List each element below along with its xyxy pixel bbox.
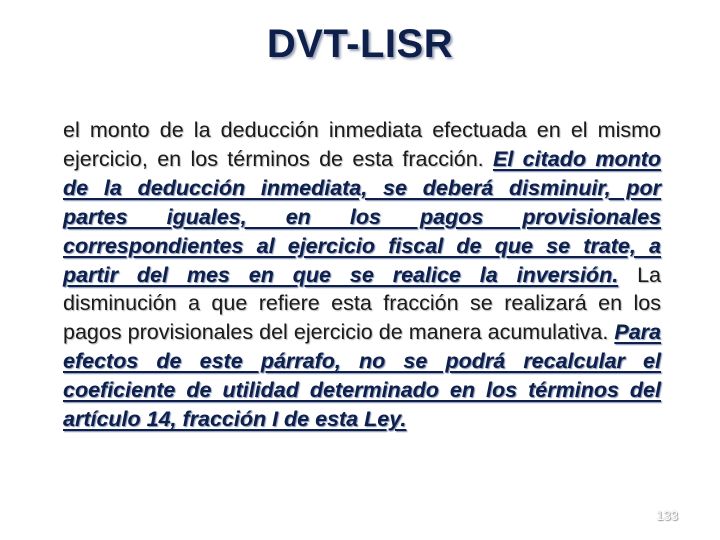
- emphasized-text-segment: Para efectos de este párrafo, no se podrá recalcular el coeficiente de utilidad determinado en los términos del artículo 14, fracción I de esta Ley.: [63, 320, 661, 432]
- slide-body-paragraph: [63, 116, 661, 434]
- page-number: 133: [656, 508, 678, 523]
- emphasized-text-segment: El citado monto de la deducción inmediata, se deberá disminuir, por partes iguales, en los pagos provisionales correspondientes al ejercicio fiscal de que se trate, a partir del mes en que se realice la inversión.: [63, 146, 662, 287]
- plain-text-segment: el monto de la deducción inmediata efectuada en el mismo ejercicio, en los términos de esta fracción.: [63, 118, 661, 171]
- slide-title: DVT-LISR: [266, 22, 454, 66]
- plain-text-segment: La disminución a que refiere esta fracción se realizará en los pagos provisionales del ejercicio de manera acumulativa.: [63, 262, 661, 345]
